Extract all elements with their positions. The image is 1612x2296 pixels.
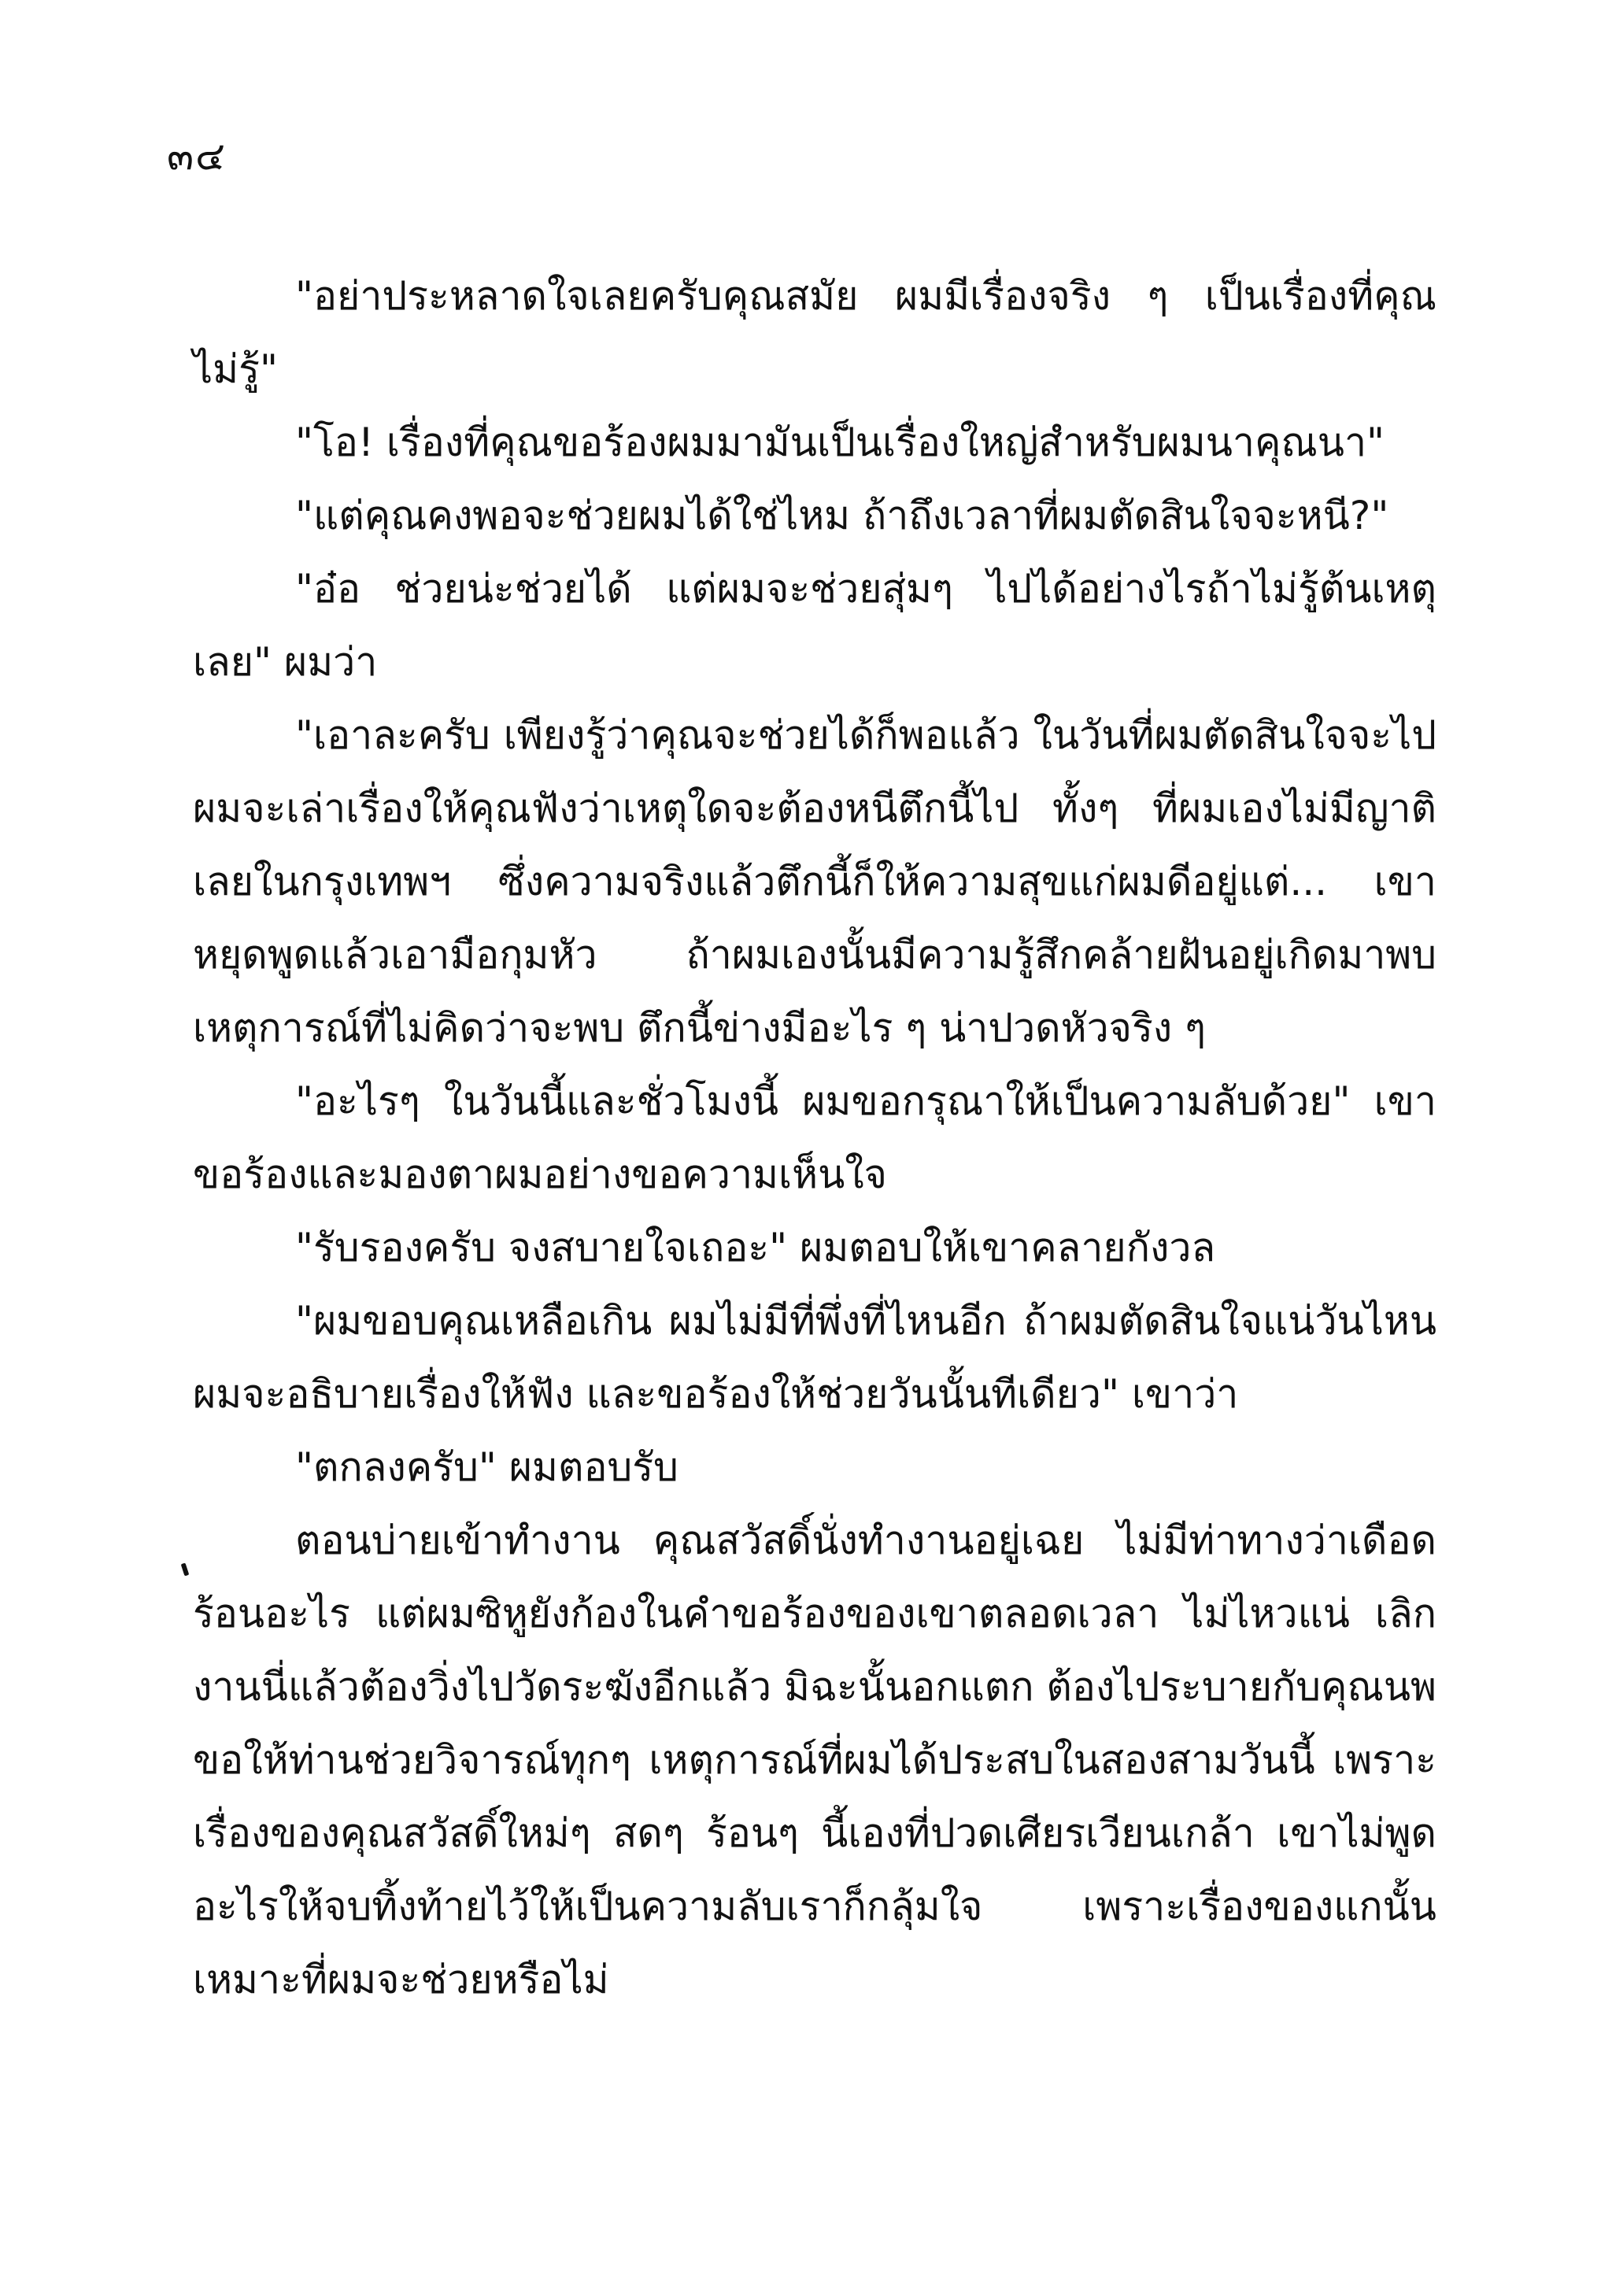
paragraph: "เอาละครับ เพียงรู้ว่าคุณจะช่วยได้ก็พอแล้ว ในวันที่ผมตัดสินใจจะไป ผมจะเล่าเรื่องให้คุณฟังว่าเหตุใดจะต้องหนีตึกนี้ไป ทั้งๆ ที่ผมเองไม่มีญาติเลยในกรุงเทพฯ ซึ่งความจริงแล้วตึกนี้ก็ให้ความสุขแก่ผมดีอยู่แต่... เขาหยุดพูดแล้วเอามือกุมหัว ถ้าผมเองนั้นมีความรู้สึกคล้ายฝันอยู่เกิดมาพบเหตุการณ์ที่ไม่คิดว่าจะพบ ตึกนี้ข่างมีอะไร ๆ น่าปวดหัวจริง ๆ (193, 712, 1436, 1051)
paragraph: "อย่าประหลาดใจเลยครับคุณสมัย ผมมีเรื่องจริง ๆ เป็นเรื่องที่คุณไม่รู้" (193, 273, 1436, 392)
paragraph: "อ๋อ ช่วยน่ะช่วยได้ แต่ผมจะช่วยสุ่มๆ ไปได้อย่างไรถ้าไม่รู้ต้นเหตุเลย" ผมว่า (193, 566, 1436, 685)
paragraph: "ผมขอบคุณเหลือเกิน ผมไม่มีที่พึ่งที่ไหนอีก ถ้าผมตัดสินใจแน่วันไหนผมจะอธิบายเรื่องให้ฟัง และขอร้องให้ช่วยวันนั้นทีเดียว" เขาว่า (193, 1298, 1436, 1417)
stray-ink-mark (181, 1562, 190, 1576)
paragraph: ตอนบ่ายเข้าทำงาน คุณสวัสดิ์นั่งทำงานอยู่เฉย ไม่มีท่าทางว่าเดือดร้อนอะไร แต่ผมซิหูยังก้องในคำขอร้องของเขาตลอดเวลา ไม่ไหวแน่ เลิกงานนี่แล้วต้องวิ่งไปวัดระฆังอีกแล้ว มิฉะนั้นอกแตก ต้องไประบายกับคุณนพ ขอให้ท่านช่วยวิจารณ์ทุกๆ เหตุการณ์ที่ผมได้ประสบในสองสามวันนี้ เพราะเรื่องของคุณสวัสดิ์ใหม่ๆ สดๆ ร้อนๆ นี้เองที่ปวดเศียรเวียนเกล้า เขาไม่พูดอะไรให้จบทิ้งท้ายไว้ให้เป็นความลับเราก็กลุ้มใจ เพราะเรื่องของแกนั้นเหมาะที่ผมจะช่วยหรือไม่ (193, 1518, 1437, 2002)
paragraph: "โอ! เรื่องที่คุณขอร้องผมมามันเป็นเรื่องใหญ่สำหรับผมนาคุณนา" (295, 420, 1385, 465)
paragraph: "แต่คุณคงพอจะช่วยผมได้ใช่ไหม ถ้าถึงเวลาที่ผมตัดสินใจจะหนี?" (295, 493, 1389, 538)
paragraph: "รับรองครับ จงสบายใจเถอะ" ผมตอบให้เขาคลายกังวล (295, 1225, 1216, 1270)
body-text (193, 260, 1436, 2017)
page-number: ๓๔ (167, 133, 227, 179)
paragraph: "อะไรๆ ในวันนี้และชั่วโมงนี้ ผมขอกรุณาให้เป็นความลับด้วย" เขาขอร้องและมองตาผมอย่างขอความเห็นใจ (193, 1078, 1436, 1197)
paragraph: "ตกลงครับ" ผมตอบรับ (295, 1444, 678, 1490)
